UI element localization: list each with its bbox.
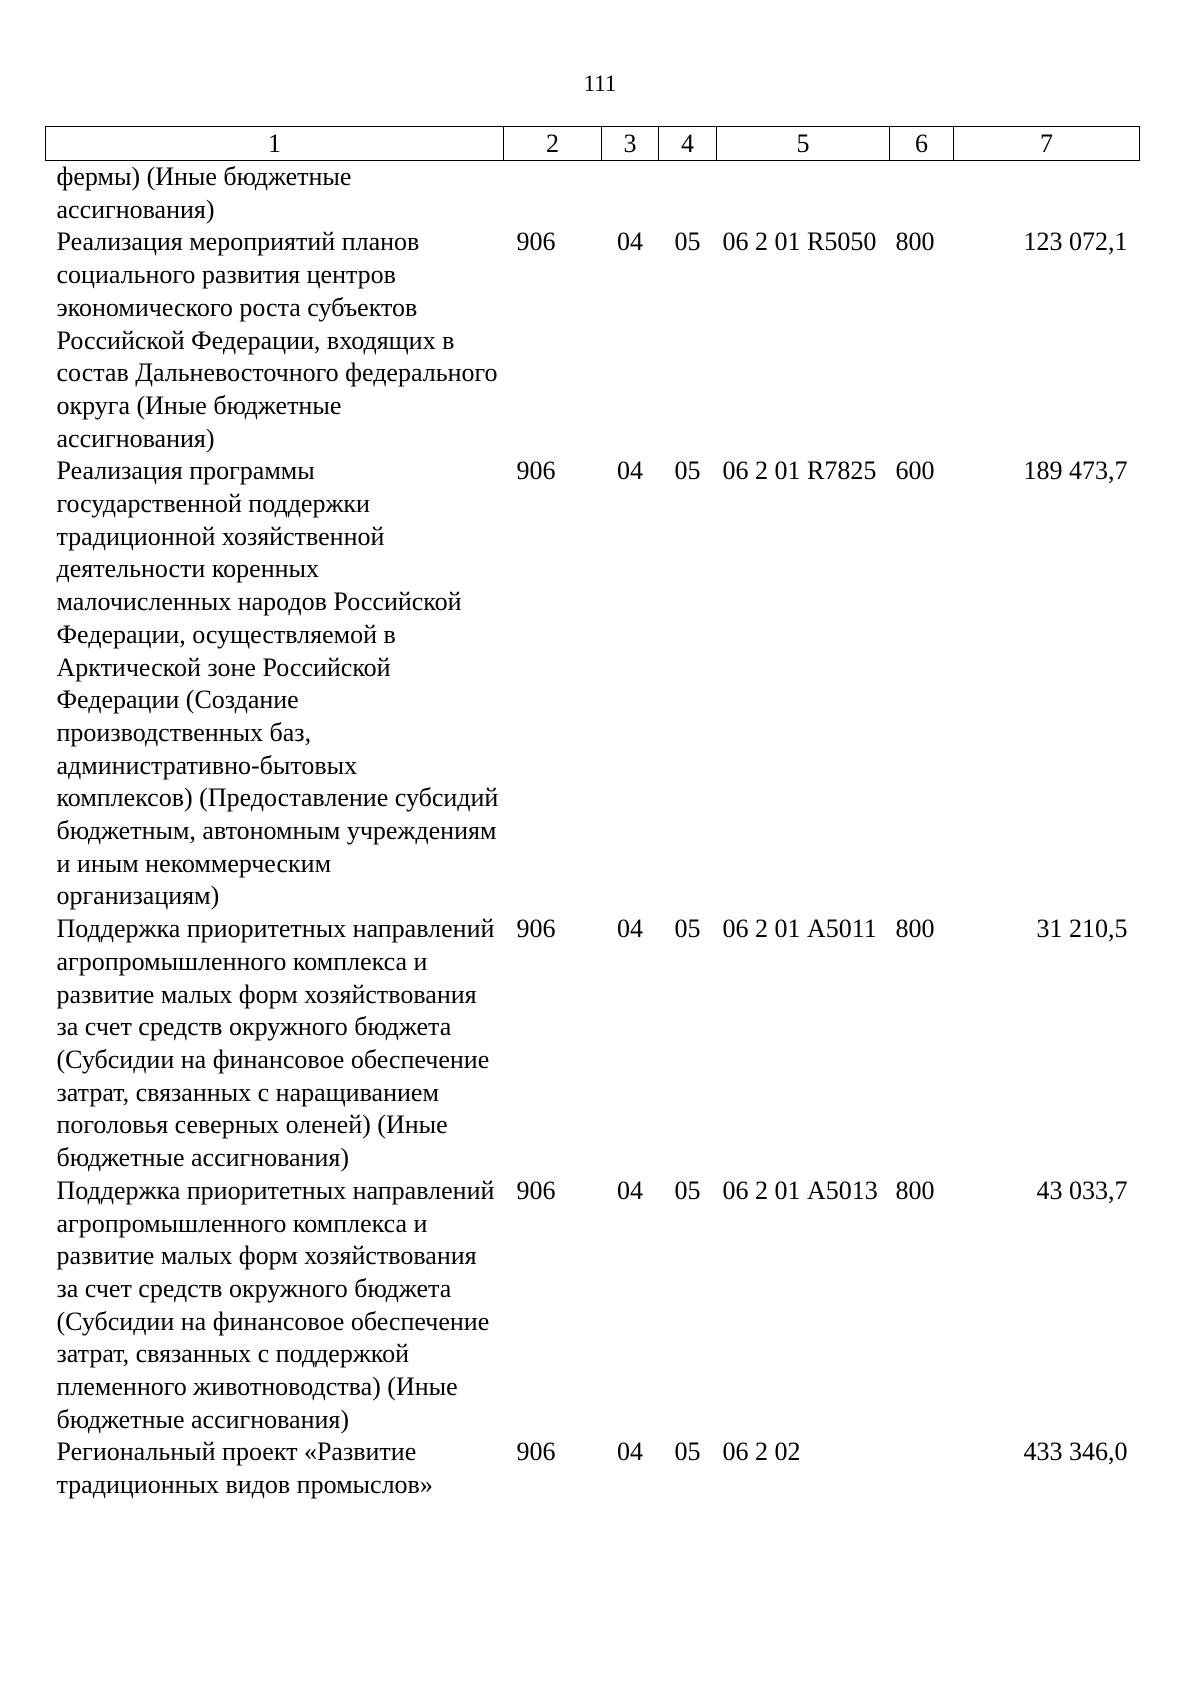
row-amount bbox=[954, 161, 1140, 227]
row-description: Региональный проект «Развитие традиционных видов промыслов» bbox=[56, 1437, 433, 1500]
row-target-article bbox=[717, 161, 890, 227]
table-row bbox=[46, 913, 1140, 1175]
row-subsection: 05 bbox=[674, 456, 701, 486]
row-section: 04 bbox=[617, 1437, 643, 1467]
row-amount: 123 072,1 bbox=[1023, 227, 1128, 257]
row-expense-type: 800 bbox=[895, 227, 935, 257]
row-kbk: 906 bbox=[516, 227, 556, 257]
row-target-article: 06 2 01 А5013 bbox=[722, 1175, 878, 1205]
table-row bbox=[46, 1436, 1140, 1501]
row-section: 04 bbox=[617, 456, 643, 486]
row-description: Реализация программы государственной поддержки традиционной хозяйственной деятельности коренных малочисленных народов Российской Федерации, осуществляемой в Арктической зоне Российской Федерации (Создание производственных баз, административно-бытовых комплексов) (Предоставление субсидий бюджетным, автономным учреждениям и иным некоммерческим организациям) bbox=[56, 456, 499, 911]
row-section: 04 bbox=[617, 1175, 643, 1205]
column-header-2: 2 bbox=[504, 127, 602, 161]
budget-table bbox=[45, 126, 1140, 1502]
row-expense-type: 600 bbox=[895, 456, 935, 486]
row-amount: 31 210,5 bbox=[1036, 914, 1128, 944]
row-kbk: 906 bbox=[516, 1175, 556, 1205]
row-subsection: 05 bbox=[674, 914, 701, 944]
row-expense-type bbox=[890, 1436, 954, 1501]
column-header-5: 5 bbox=[717, 127, 890, 161]
row-target-article: 06 2 01 А5011 bbox=[722, 914, 877, 944]
row-section: 04 bbox=[617, 227, 643, 257]
row-kbk: 906 bbox=[516, 456, 556, 486]
row-target-article: 06 2 01 R7825 bbox=[722, 456, 877, 486]
row-description: фермы) (Иные бюджетные ассигнования) bbox=[56, 162, 352, 224]
page-number: 111 bbox=[583, 71, 617, 96]
column-header-1: 1 bbox=[46, 127, 504, 161]
table-header-row bbox=[46, 127, 1140, 161]
row-expense-type bbox=[890, 161, 954, 227]
row-amount: 433 346,0 bbox=[1023, 1437, 1128, 1467]
row-amount: 189 473,7 bbox=[1023, 456, 1128, 486]
table-row bbox=[46, 226, 1140, 455]
column-header-3: 3 bbox=[602, 127, 659, 161]
row-subsection: 05 bbox=[674, 1175, 701, 1205]
column-header-4: 4 bbox=[659, 127, 717, 161]
row-subsection: 05 bbox=[674, 227, 701, 257]
column-header-6: 6 bbox=[890, 127, 954, 161]
row-description: Реализация мероприятий планов социального развития центров экономического роста субъектов Российской Федерации, входящих в состав Дальневосточного федерального округа (Иные бюджетные ассигнования) bbox=[56, 227, 498, 453]
row-description: Поддержка приоритетных направлений агропромышленного комплекса и развитие малых форм хозяйствования за счет средств окружного бюджета (Субсидии на финансовое обеспечение затрат, связанных с наращиванием поголовья северных оленей) (Иные бюджетные ассигнования) bbox=[56, 914, 495, 1173]
row-subsection: 05 bbox=[674, 1437, 701, 1467]
table-row bbox=[46, 161, 1140, 227]
row-kbk: 906 bbox=[516, 914, 556, 944]
row-kbk bbox=[504, 161, 602, 227]
row-kbk: 906 bbox=[516, 1437, 556, 1467]
row-target-article: 06 2 02 bbox=[722, 1437, 801, 1467]
row-section bbox=[602, 161, 659, 227]
row-subsection bbox=[659, 161, 717, 227]
row-target-article: 06 2 01 R5050 bbox=[722, 227, 877, 257]
table-row bbox=[46, 455, 1140, 913]
row-expense-type: 800 bbox=[895, 914, 935, 944]
column-header-7: 7 bbox=[954, 127, 1140, 161]
row-expense-type: 800 bbox=[895, 1175, 935, 1205]
row-description: Поддержка приоритетных направлений агропромышленного комплекса и развитие малых форм хозяйствования за счет средств окружного бюджета (Субсидии на финансовое обеспечение затрат, связанных с поддержкой племенного животноводства) (Иные бюджетные ассигнования) bbox=[56, 1175, 495, 1434]
table-row bbox=[46, 1175, 1140, 1437]
row-amount: 43 033,7 bbox=[1036, 1175, 1128, 1205]
row-section: 04 bbox=[617, 914, 643, 944]
